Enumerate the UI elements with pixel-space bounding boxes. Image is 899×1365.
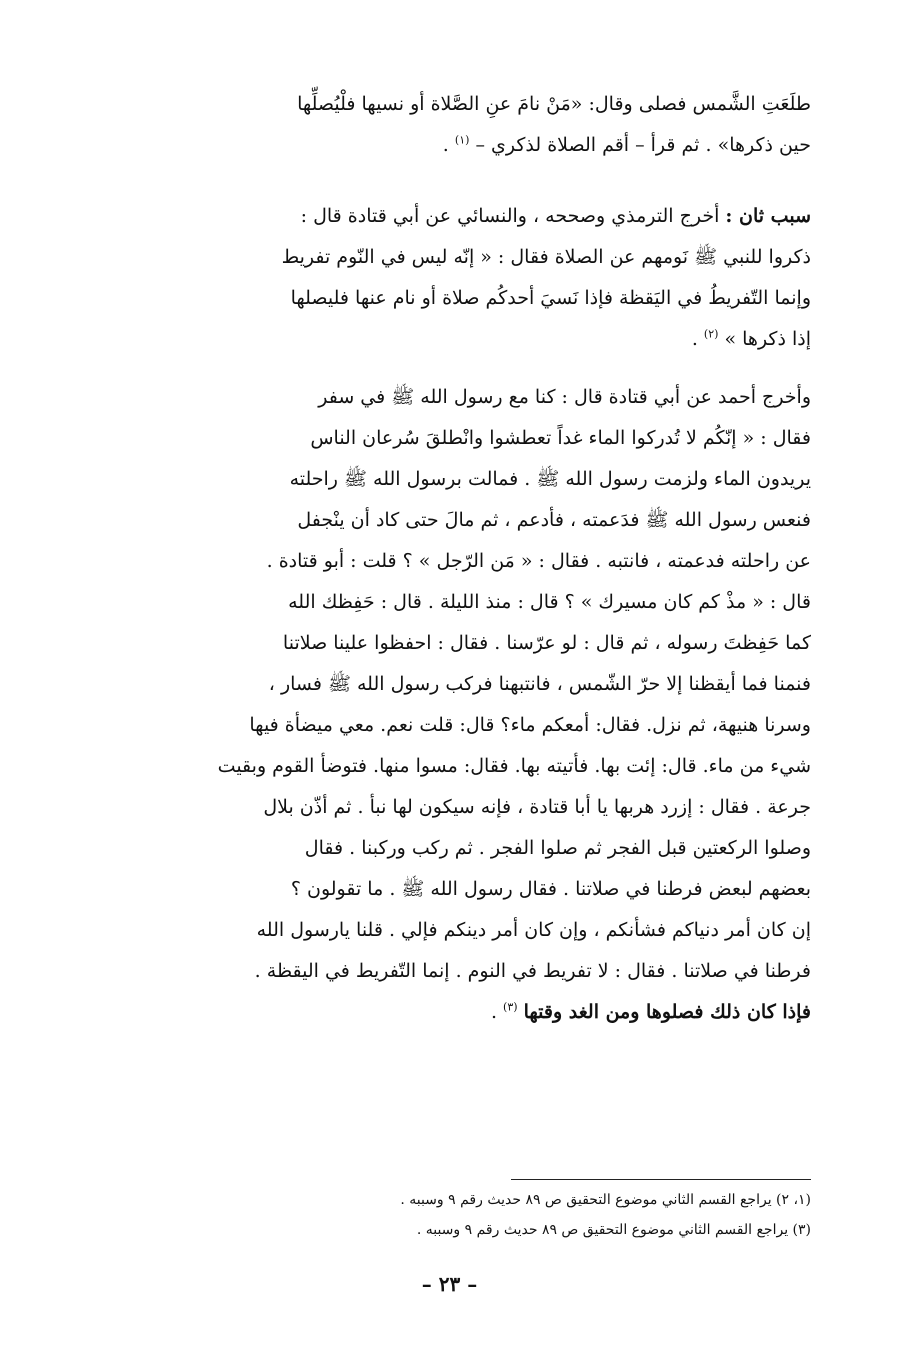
line-end-mark: . [490, 1001, 497, 1023]
paragraph-2 [89, 196, 811, 360]
section-lead: سبب ثان : [725, 205, 811, 227]
footnote-ref-3: (٣) [503, 1000, 518, 1014]
text-line: إن كان أمر دنياكم فشأنكم ، وإن كان أمر دينكم فإلي . قلنا يارسول الله [256, 919, 811, 941]
text-line: شيء من ماء. قال: إئت بها. فأتيته بها. فقال: مسوا منها. فتوضأ القوم وبقيت [217, 755, 811, 777]
text-line: فقال : « إنّكُم لا تُدركوا الماء غداً تعطشوا وانْطلقَ سُرعان الناس [310, 427, 811, 449]
footnotes [89, 1185, 811, 1245]
text-line: قال : « مذْ كم كان مسيرك » ؟ قال : منذ الليلة . قال : حَفِظك الله [288, 591, 811, 613]
footnote-ref-1: (١) [454, 133, 470, 147]
text-line: فنمنا فما أيقظنا إلا حرّ الشّمس ، فانتبهنا فركب رسول الله ﷺ فسار ، [268, 673, 811, 695]
text-line: طلَعَتِ الشَّمس فصلى وقال: «مَنْ نامَ عنِ الصَّلاة أو نسيها فلْيُصلِّها [297, 93, 811, 115]
text-line: ذكروا للنبي ﷺ نَومهم عن الصلاة فقال : « إنّه ليس في النّوم تفريط [281, 246, 811, 268]
paragraph-3 [89, 377, 811, 1033]
text-segment: أخرج الترمذي وصححه ، والنسائي عن أبي قتادة قال : [300, 205, 720, 227]
text-line [89, 319, 811, 360]
text-line [89, 992, 811, 1033]
text-segment: فإذا كان ذلك فصلوها ومن الغد وقتها [523, 1001, 811, 1023]
text-line: بعضهم لبعض فرطنا في صلاتنا . فقال رسول الله ﷺ . ما تقولون ؟ [290, 878, 811, 900]
text-line: وسرنا هنيهة، ثم نزل. فقال: أمعكم ماء؟ قال: قلت نعم. معي ميضأة فيها [249, 714, 811, 736]
text-line: كما حَفِظتَ رسوله ، ثم قال : لو عرّسنا . فقال : احفظوا علينا صلاتنا [282, 632, 811, 654]
text-line: وصلوا الركعتين قبل الفجر ثم صلوا الفجر . ثم ركب وركبنا . فقال [304, 837, 811, 859]
text-line: جرعة . فقال : إزرد هربها يا أبا قتادة ، فإنه سيكون لها نبأ . ثم أذّن بلال [263, 796, 811, 818]
text-line: فنعس رسول الله ﷺ فدَعمته ، فأدعم ، ثم مالَ حتى كاد أن ينْجفل [297, 509, 811, 531]
page-number: – ٢٣ – [421, 1272, 478, 1296]
text-segment: حين ذكرها» . ثم قرأ – أقم الصلاة لذكري – [475, 134, 811, 156]
text-line [89, 125, 811, 166]
line-end-mark: . [691, 328, 698, 350]
line-end-mark: . [442, 134, 449, 156]
text-segment: إذا ذكرها » [724, 328, 811, 350]
footnote-3: (٣) يراجع القسم الثاني موضوع التحقيق ص ٨٩ حديث رقم ٩ وسببه . [416, 1222, 811, 1238]
text-line: فرطنا في صلاتنا . فقال : لا تفريط في النوم . إنما التّفريط في اليقظة . [254, 960, 811, 982]
text-line: عن راحلته فدعمته ، فانتبه . فقال : « مَن الرّجل » ؟ قلت : أبو قتادة . [266, 550, 811, 572]
text-line: وإنما التّفريطُ في اليَقظة فإذا نَسيَ أحدكُم صلاة أو نام عنها فليصلها [290, 287, 811, 309]
text-line: يريدون الماء ولزمت رسول الله ﷺ . فمالت برسول الله ﷺ راحلته [289, 468, 811, 490]
paragraph-1 [89, 84, 811, 166]
text-line: وأخرج أحمد عن أبي قتادة قال : كنا مع رسول الله ﷺ في سفر [318, 386, 811, 408]
text-line [89, 196, 811, 237]
footnote-divider [511, 1179, 811, 1180]
footnote-1-2: (١، ٢) يراجع القسم الثاني موضوع التحقيق ص ٨٩ حديث رقم ٩ وسببه . [400, 1192, 811, 1208]
footnote-ref-2: (٢) [703, 327, 719, 341]
